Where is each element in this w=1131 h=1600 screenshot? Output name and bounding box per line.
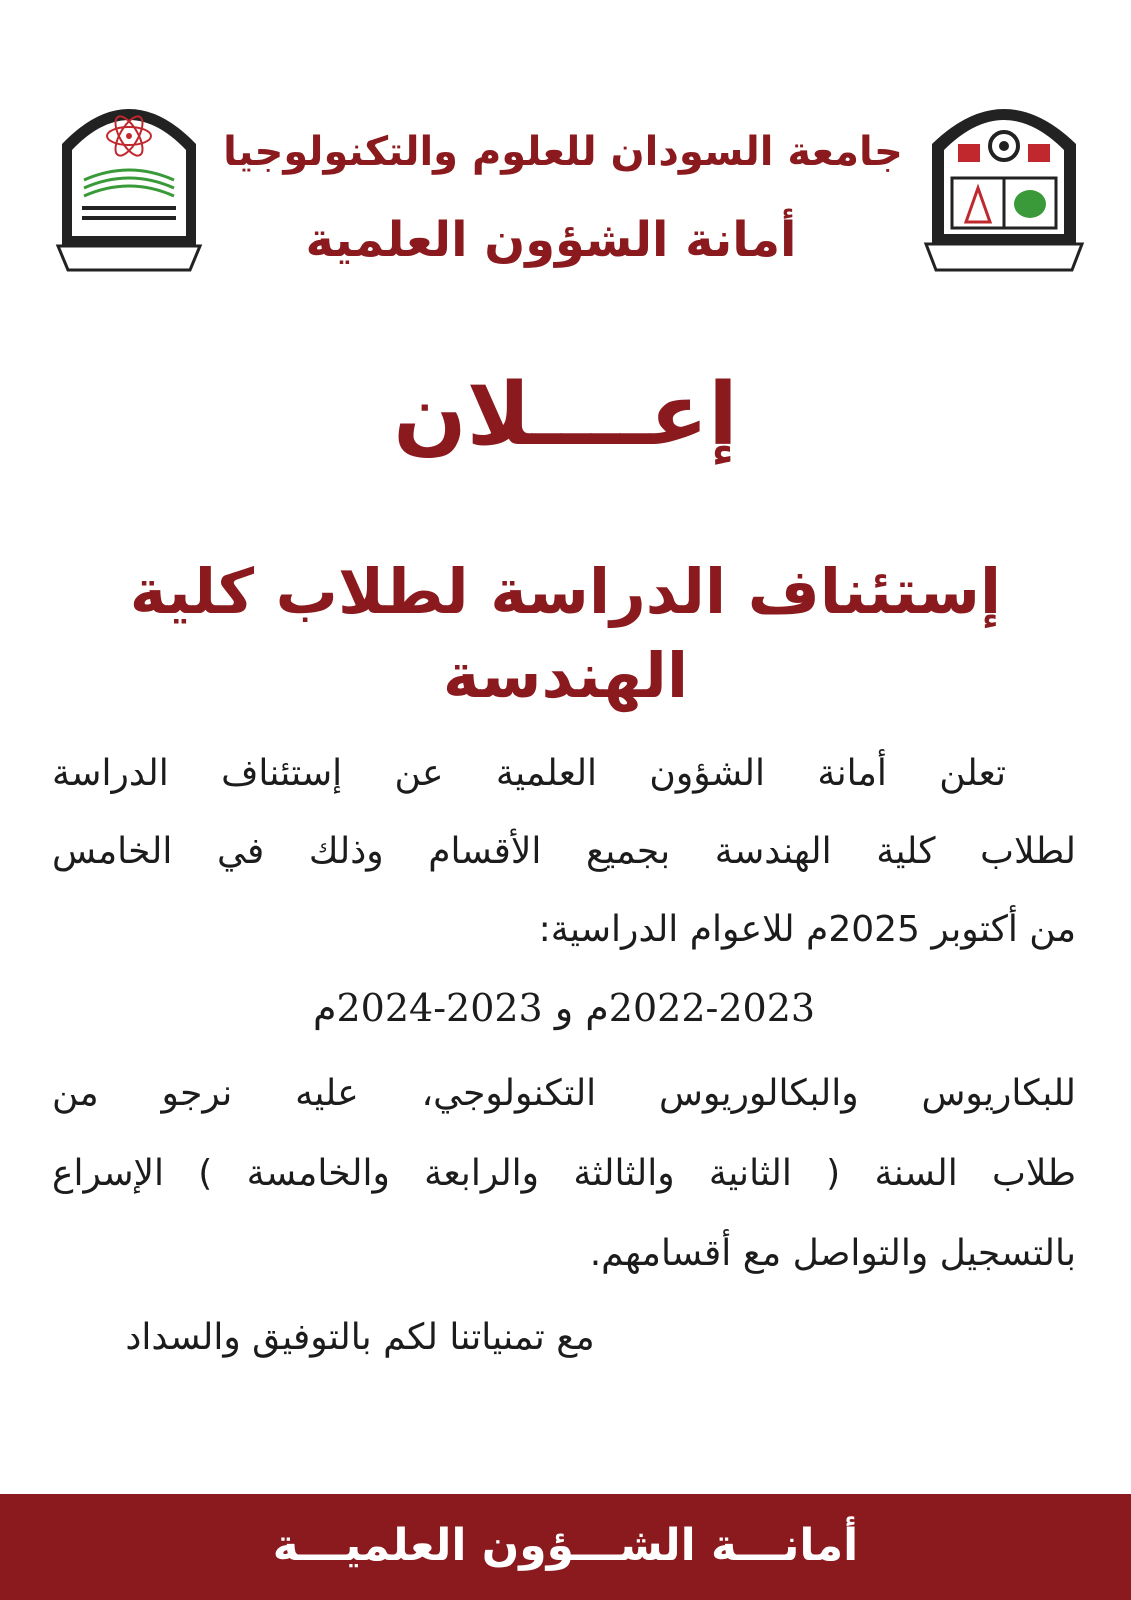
body-line-6: طلاب السنة ( الثانية والثالثة والرابعة والخامسة ) الإسراع — [52, 1153, 1076, 1194]
body-line-2: لطلاب كلية الهندسة بجميع الأقسام وذلك في الخامس — [52, 831, 1076, 872]
footer-text: أمانـــة الشـــؤون العلميـــة — [272, 1520, 859, 1571]
academic-years: 2022-2023م و 2023-2024م — [312, 986, 816, 1030]
university-name: جامعة السودان للعلوم والتكنولوجيا — [223, 129, 903, 175]
body-line-1: تعلن أمانة الشؤون العلمية عن إستئناف الدراسة — [52, 753, 1006, 794]
academic-affairs-emblem-icon — [54, 84, 204, 274]
closing-wishes: مع تمنياتنا لكم بالتوفيق والسداد — [125, 1317, 595, 1358]
announcement-label: إعــــلان — [393, 365, 738, 465]
footer-bar — [0, 1494, 1131, 1600]
university-crest-icon — [922, 84, 1086, 274]
department-name: أمانة الشؤون العلمية — [305, 212, 797, 268]
body-line-7: بالتسجيل والتواصل مع أقسامهم. — [589, 1233, 1076, 1274]
body-line-5: للبكاريوس والبكالوريوس التكنولوجي، عليه نرجو من — [52, 1073, 1076, 1114]
body-line-3: من أكتوبر 2025م للاعوام الدراسية: — [538, 909, 1076, 950]
announcement-subject: إستئناف الدراسة لطلاب كلية الهندسة — [129, 555, 1002, 712]
